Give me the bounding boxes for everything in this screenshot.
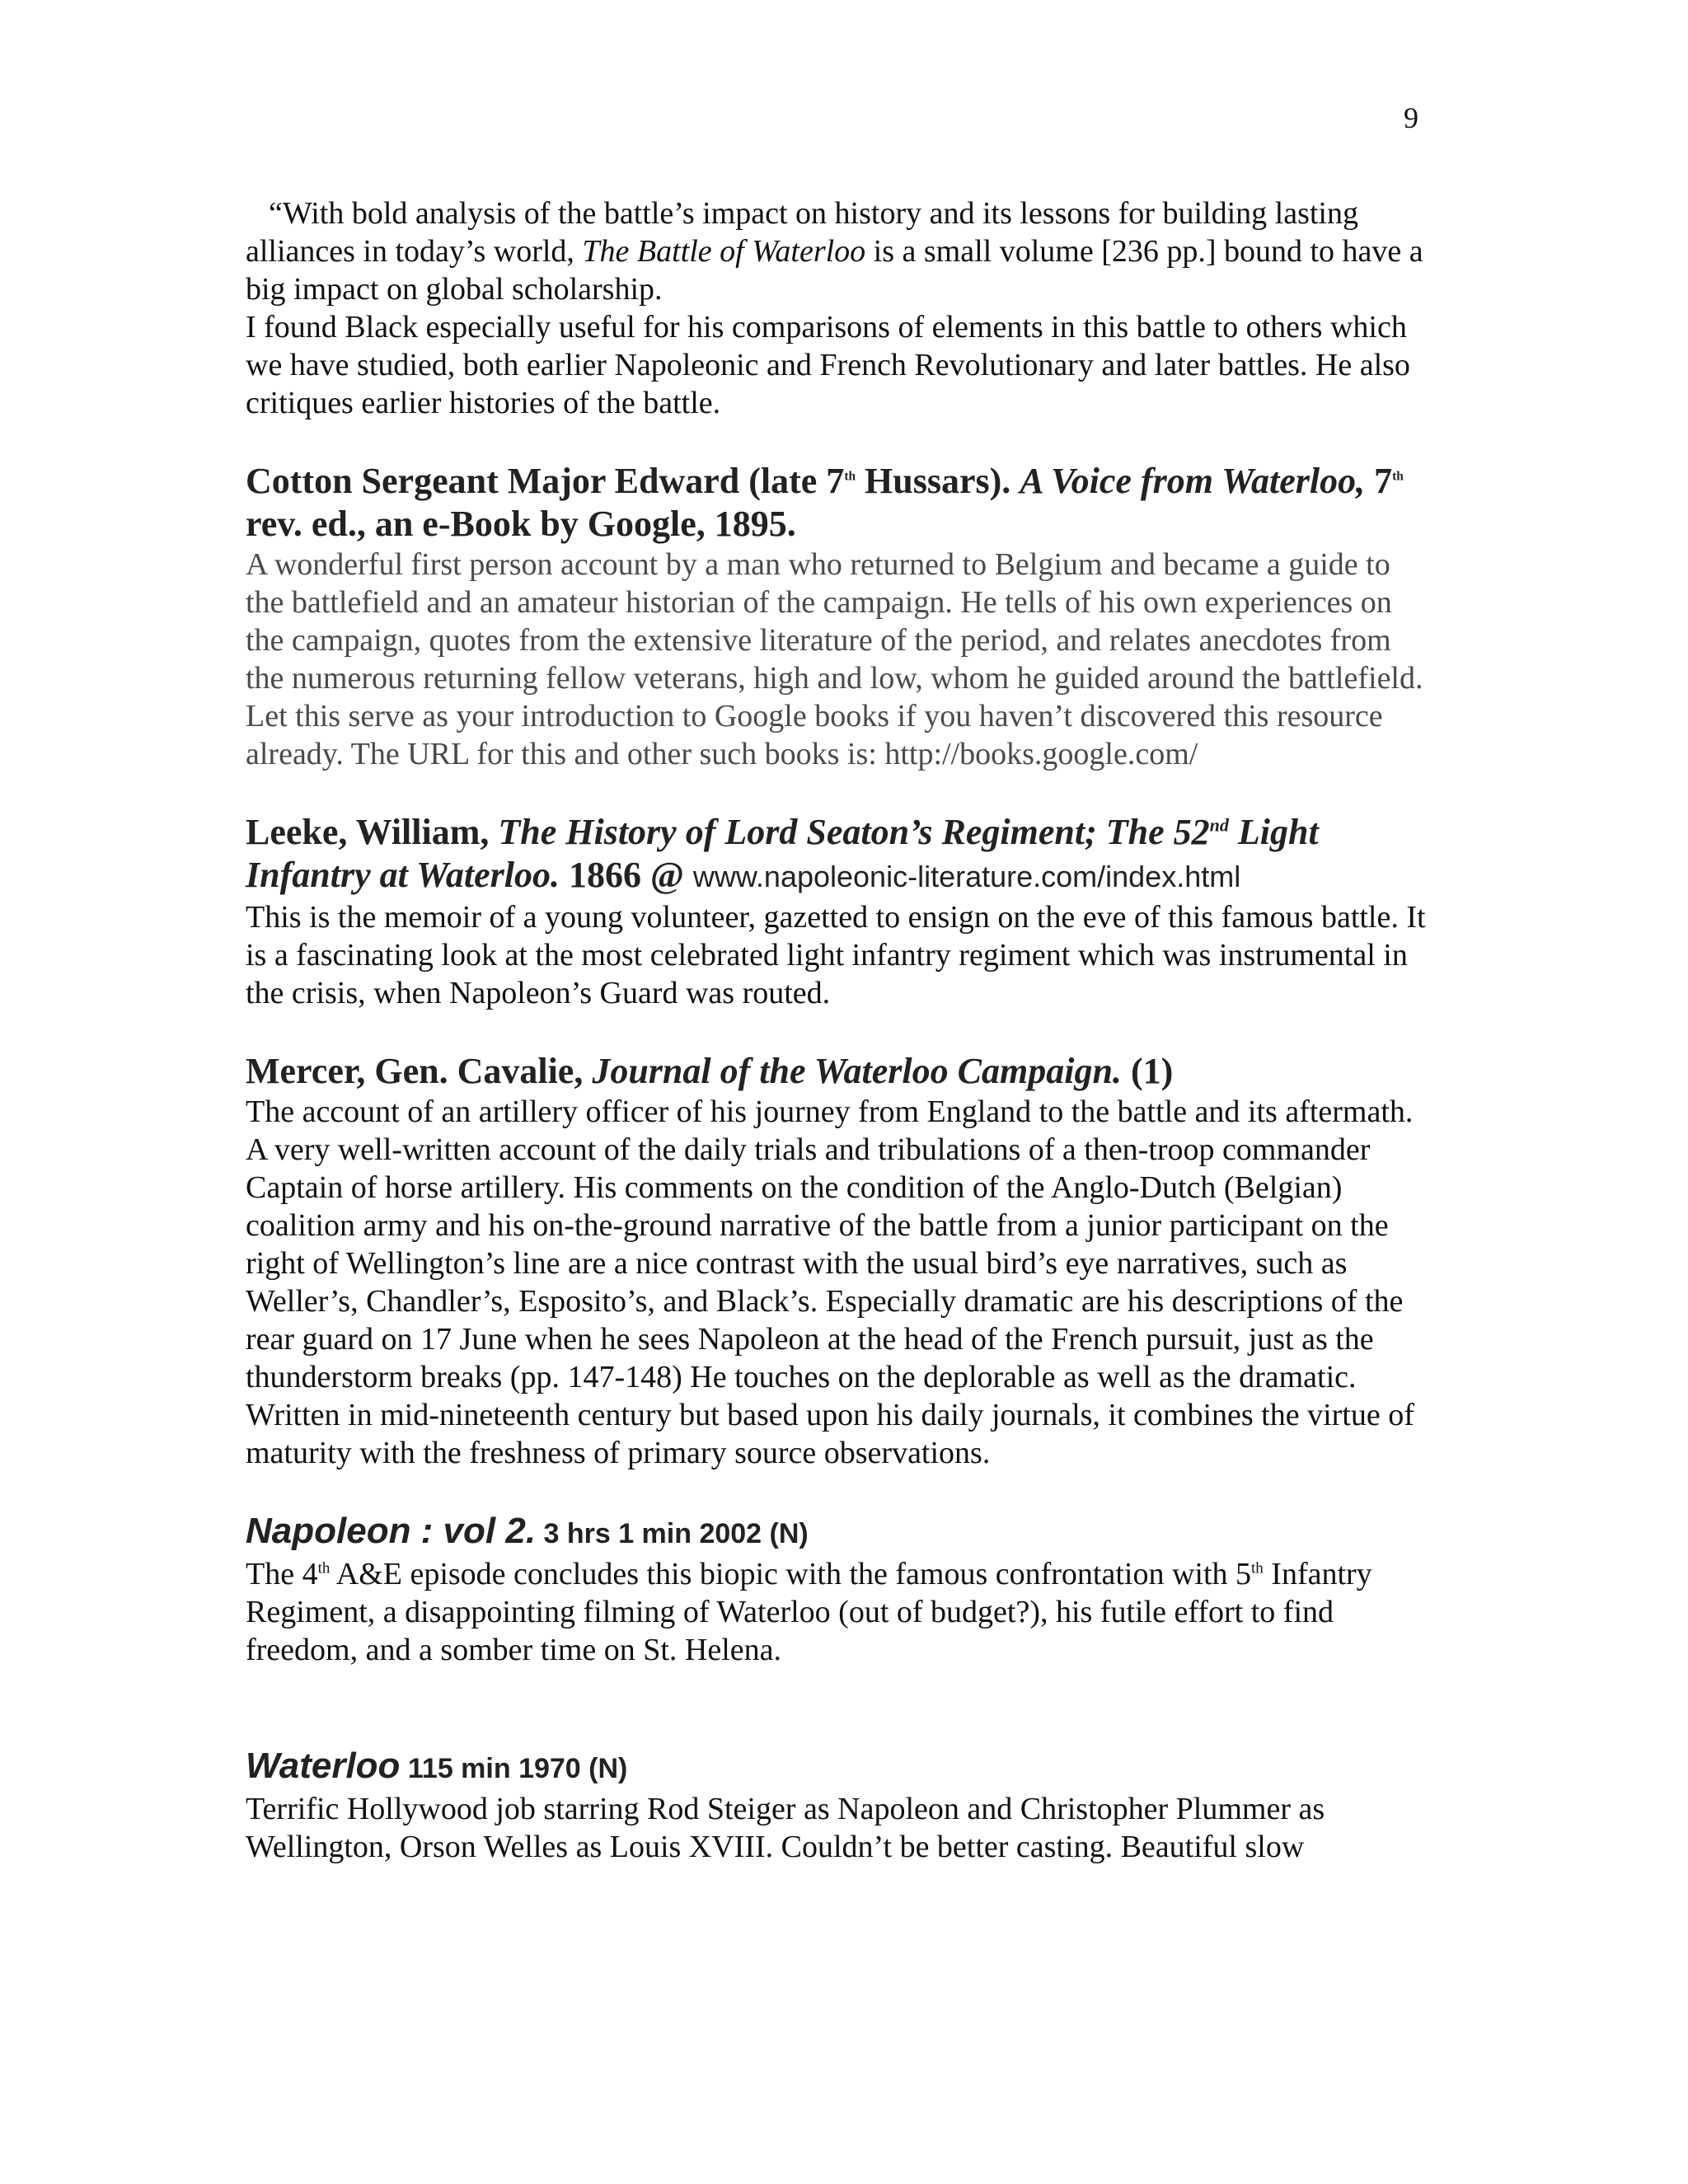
cotton-entry-heading	[246, 460, 1432, 546]
waterloo-entry-heading	[246, 1745, 1432, 1790]
waterloo-entry-body: Terrific Hollywood job starring Rod Steiger as Napoleon and Christopher Plummer as Wellington, Orson Welles as Louis XVIII. Couldn’t be better casting. Beautiful slow	[246, 1792, 1325, 1864]
cotton-author: Cotton Sergeant Major Edward (late 7	[246, 461, 845, 501]
cotton-title: A Voice from Waterloo,	[1020, 461, 1366, 501]
leeke-url: www.napoleonic-literature.com/index.html	[692, 860, 1241, 893]
mercer-author: Mercer, Gen. Cavalie,	[246, 1051, 593, 1091]
leeke-author: Leeke, William,	[246, 812, 499, 852]
leeke-entry-body: This is the memoir of a young volunteer, gazetted to ensign on the eve of this famous battle. It is a fascinating look at the most celebrated light infantry regiment which was instrumental in the crisis, when Napoleon’s Guard was routed.	[246, 900, 1426, 1010]
intro-quote-paragraph	[246, 194, 1432, 308]
leeke-entry-heading	[246, 811, 1432, 898]
spacer	[246, 1669, 1432, 1745]
spacer	[246, 1472, 1432, 1510]
napoleon-entry-body	[246, 1555, 1432, 1669]
cotton-author-b: Hussars).	[856, 461, 1020, 501]
napoleon-meta: 3 hrs 1 min 2002 (N)	[536, 1518, 809, 1549]
mercer-entry-heading	[246, 1050, 1432, 1093]
cotton-sup-1: th	[844, 469, 856, 484]
mercer-title: Journal of the Waterloo Campaign.	[592, 1051, 1122, 1091]
page-content	[246, 194, 1432, 1866]
waterloo-title: Waterloo	[246, 1746, 401, 1786]
spacer	[246, 773, 1432, 811]
spacer	[246, 422, 1432, 460]
napoleon-title: Napoleon : vol 2.	[246, 1511, 537, 1551]
napoleon-entry-heading	[246, 1510, 1432, 1555]
intro-comment-paragraph: I found Black especially useful for his comparisons of elements in this battle to others which we have studied, both earlier Napoleonic and French Revolutionary and later battles. He also critiques earlier histories of the battle.	[246, 310, 1410, 420]
cotton-sup-2: th	[1392, 469, 1404, 484]
napoleon-body-a: The 4	[246, 1557, 318, 1591]
leeke-title-sup	[1210, 814, 1229, 835]
waterloo-meta: 115 min 1970 (N)	[400, 1753, 628, 1784]
mercer-entry-body: The account of an artillery officer of his journey from England to the battle and its aftermath. A very well-written account of the daily trials and tribulations of a then-troop commander Captain of horse artillery. His comments on the condition of the Anglo-Dutch (Belgian) coalition army and his on-the-ground narrative of the battle from a junior participant on the right of Wellington’s line are a nice contrast with the usual bird’s eye narratives, such as Weller’s, Chandler’s, Esposito’s, and Black’s. Especially dramatic are his descriptions of the rear guard on 17 June when he sees Napoleon at the head of the French pursuit, just as the thunderstorm breaks (pp. 147-148) He touches on the deplorable as well as the dramatic. Written in mid-nineteenth century but based upon his daily journals, it combines the virtue of maturity with the freshness of primary source observations.	[246, 1094, 1414, 1470]
page-number: 9	[1404, 101, 1418, 134]
intro-book-title: The Battle of Waterloo	[582, 234, 866, 269]
napoleon-body-c: Infantry Regiment, a disappointing filming of Waterloo (out of budget?), his futile effort to find freedom, and a somber time on St. Helena.	[246, 1557, 1372, 1667]
napoleon-sup-2: th	[1251, 1559, 1264, 1577]
leeke-year: 1866 @	[559, 855, 693, 895]
cotton-entry-body: A wonderful first person account by a man who returned to Belgium and became a guide to the battlefield and an amateur historian of the campaign. He tells of his own experiences on the campaign, quotes from the extensive literature of the period, and relates anecdotes from the numerous returning fellow veterans, high and low, whom he guided around the battlefield. Let this serve as your introduction to Google books if you haven’t discovered this resource already. The URL for this and other such books is: http://books.google.com/	[246, 547, 1423, 771]
leeke-title-b: Light Infantry at Waterloo.	[246, 812, 1319, 895]
intro-quote-text-b: is a small volume [236 pp.] bound to have a big impact on global scholarship.	[246, 234, 1423, 307]
leeke-title-a: The History of Lord Seaton’s Regiment; The 52	[498, 812, 1210, 852]
mercer-note: (1)	[1121, 1051, 1174, 1091]
spacer	[246, 1012, 1432, 1050]
leeke-title-sup-text: nd	[1209, 814, 1229, 836]
cotton-edition-a: 7	[1365, 461, 1393, 501]
napoleon-sup-1: th	[317, 1559, 331, 1577]
cotton-edition-b: rev. ed., an e-Book by Google, 1895.	[246, 504, 796, 544]
napoleon-body-b: A&E episode concludes this biopic with the famous confrontation with 5	[330, 1557, 1252, 1591]
intro-quote-text-a: “With bold analysis of the battle’s impact on history and its lessons for building lasting alliances in today’s world,	[246, 196, 1358, 269]
